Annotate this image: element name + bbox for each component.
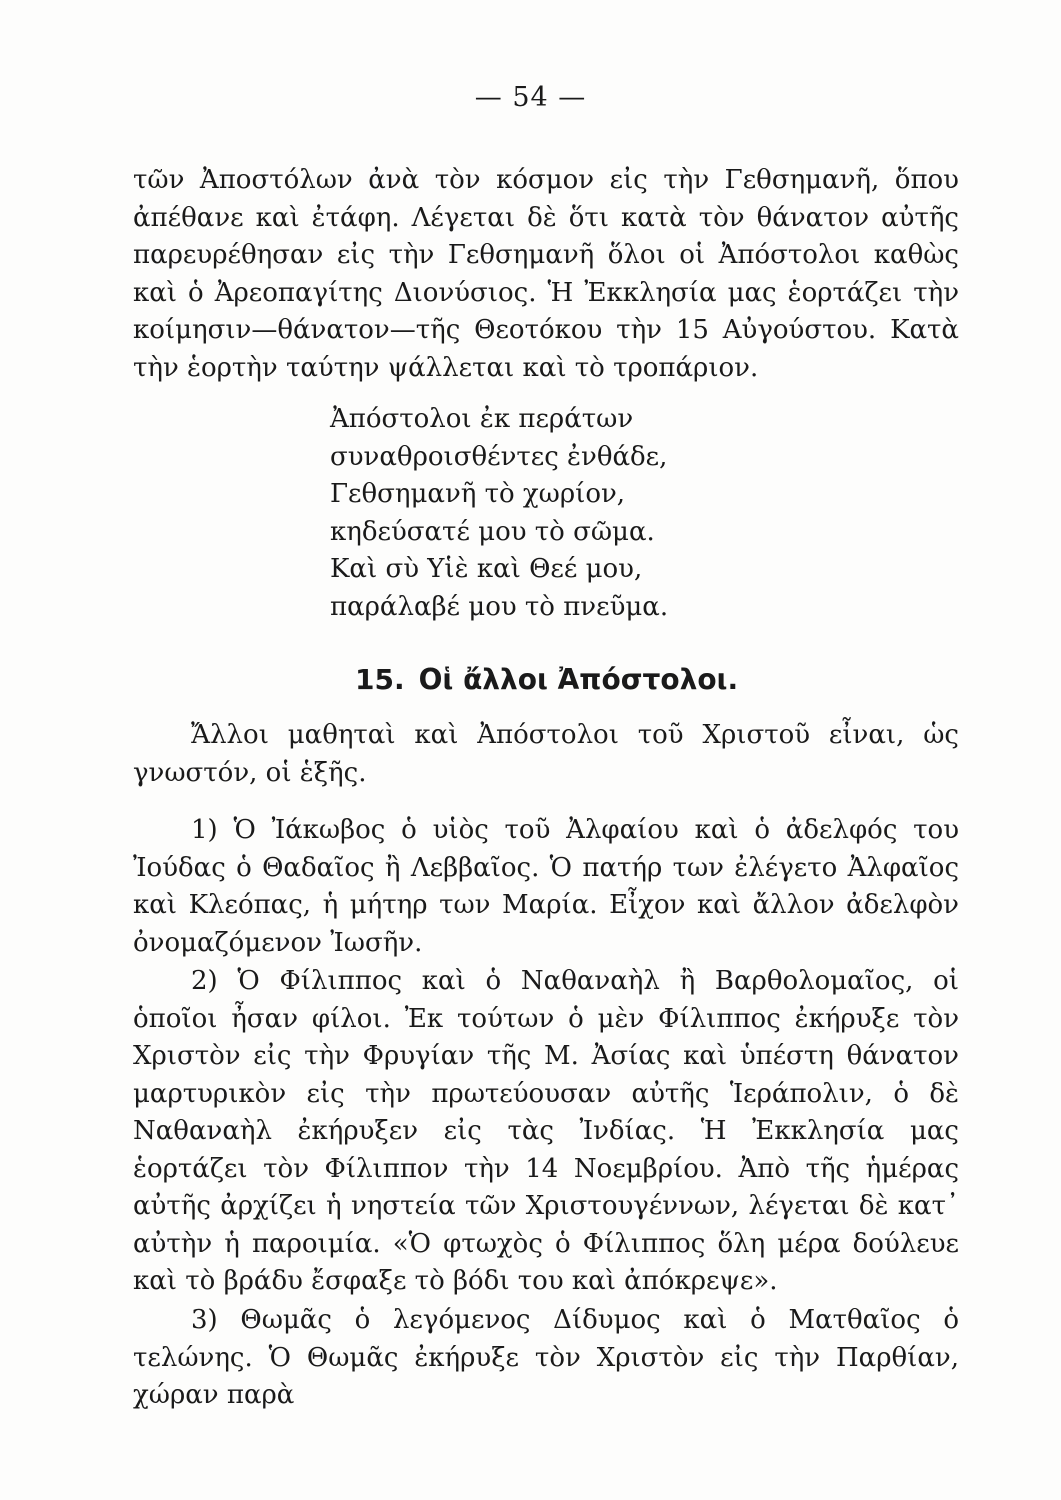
hymn-line: συναθροισθέντες ἐνθάδε, bbox=[330, 441, 668, 472]
section-title: Οἱ ἄλλοι Ἀπόστολοι. bbox=[418, 663, 739, 696]
list-item-2: 2) Ὁ Φίλιππος καὶ ὁ Ναθαναὴλ ἢ Βαρθολομαῖος, οἱ ὁποῖοι ἦσαν φίλοι. Ἐκ τούτων ὁ μὲν Φίλιππος ἐκήρυξε τὸν Χριστὸν εἰς τὴν Φρυγίαν τῆς Μ. Ἀσίας καὶ ὑπέστη θάνατον μαρτυρικὸν εἰς τὴν πρωτεύουσαν αὐτῆς Ἱεράπολιν, ὁ δὲ Ναθαναὴλ ἐκήρυξεν εἰς τὰς Ἰνδίας. Ἡ Ἐκκλησία μας ἑορτάζει τὸν Φίλιππον τὴν 14 Νοεμβρίου. Ἀπὸ τῆς ἡμέρας αὐτῆς ἀρχίζει ἡ νηστεία τῶν Χριστουγέννων, λέγεται δὲ κατ᾽ αὐτὴν ἡ παροιμία. «Ὁ φτωχὸς ὁ Φίλιππος ὅλη μέρα δούλευε καὶ τὸ βράδυ ἔσφαξε τὸ βόδι του καὶ ἀπόκρεψε». bbox=[133, 966, 959, 1296]
hymn-line: κηδεύσατέ μου τὸ σῶμα. bbox=[330, 516, 655, 547]
list-item-1: 1) Ὁ Ἰάκωβος ὁ υἱὸς τοῦ Ἀλφαίου καὶ ὁ ἀδελφός του Ἰούδας ὁ Θαδαῖος ἢ Λεββαῖος. Ὁ πατήρ των ἐλέγετο Ἀλφαῖος καὶ Κλεόπας, ἡ μήτηρ των Μαρία. Εἶχον καὶ ἄλλον ἀδελφὸν ὀνομαζόμενον Ἰωσῆν. bbox=[133, 815, 959, 958]
hymn-line: παράλαβέ μου τὸ πνεῦμα. bbox=[330, 591, 669, 622]
section-number: 15. bbox=[355, 663, 405, 696]
list-item-3: 3) Θωμᾶς ὁ λεγόμενος Δίδυμος καὶ ὁ Ματθαῖος ὁ τελώνης. Ὁ Θωμᾶς ἐκήρυξε τὸν Χριστὸν εἰς τὴν Παρθίαν, χώραν παρὰ bbox=[133, 1305, 959, 1410]
intro-paragraph: τῶν Ἀποστόλων ἀνὰ τὸν κόσμον εἰς τὴν Γεθσημανῆ, ὅπου ἀπέθανε καὶ ἐτάφη. Λέγεται δὲ ὅτι κατὰ τὸν θάνατον αὐτῆς παρευρέθησαν εἰς τὴν Γεθσημανῆ ὅλοι οἱ Ἀπόστολοι καθὼς καὶ ὁ Ἀρεοπαγίτης Διονύσιος. Ἡ Ἐκκλησία μας ἑορτάζει τὴν κοίμησιν—θάνατον—τῆς Θεοτόκου τὴν 15 Αὐγούστου. Κατὰ τὴν ἑορτὴν ταύτην ψάλλεται καὶ τὸ τροπάριον. bbox=[133, 165, 959, 383]
hymn-line: Καὶ σὺ Υἱὲ καὶ Θεέ μου, bbox=[330, 554, 643, 584]
section-heading bbox=[355, 663, 738, 696]
troparion-hymn bbox=[330, 401, 668, 626]
others-paragraph: Ἄλλοι μαθηταὶ καὶ Ἀπόστολοι τοῦ Χριστοῦ εἶναι, ὡς γνωστόν, οἱ ἑξῆς. bbox=[133, 720, 959, 788]
hymn-line: Ἀπόστολοι ἐκ περάτων bbox=[330, 404, 634, 434]
page-number: — 54 — bbox=[474, 82, 587, 113]
hymn-line: Γεθσημανῆ τὸ χωρίον, bbox=[330, 479, 626, 509]
